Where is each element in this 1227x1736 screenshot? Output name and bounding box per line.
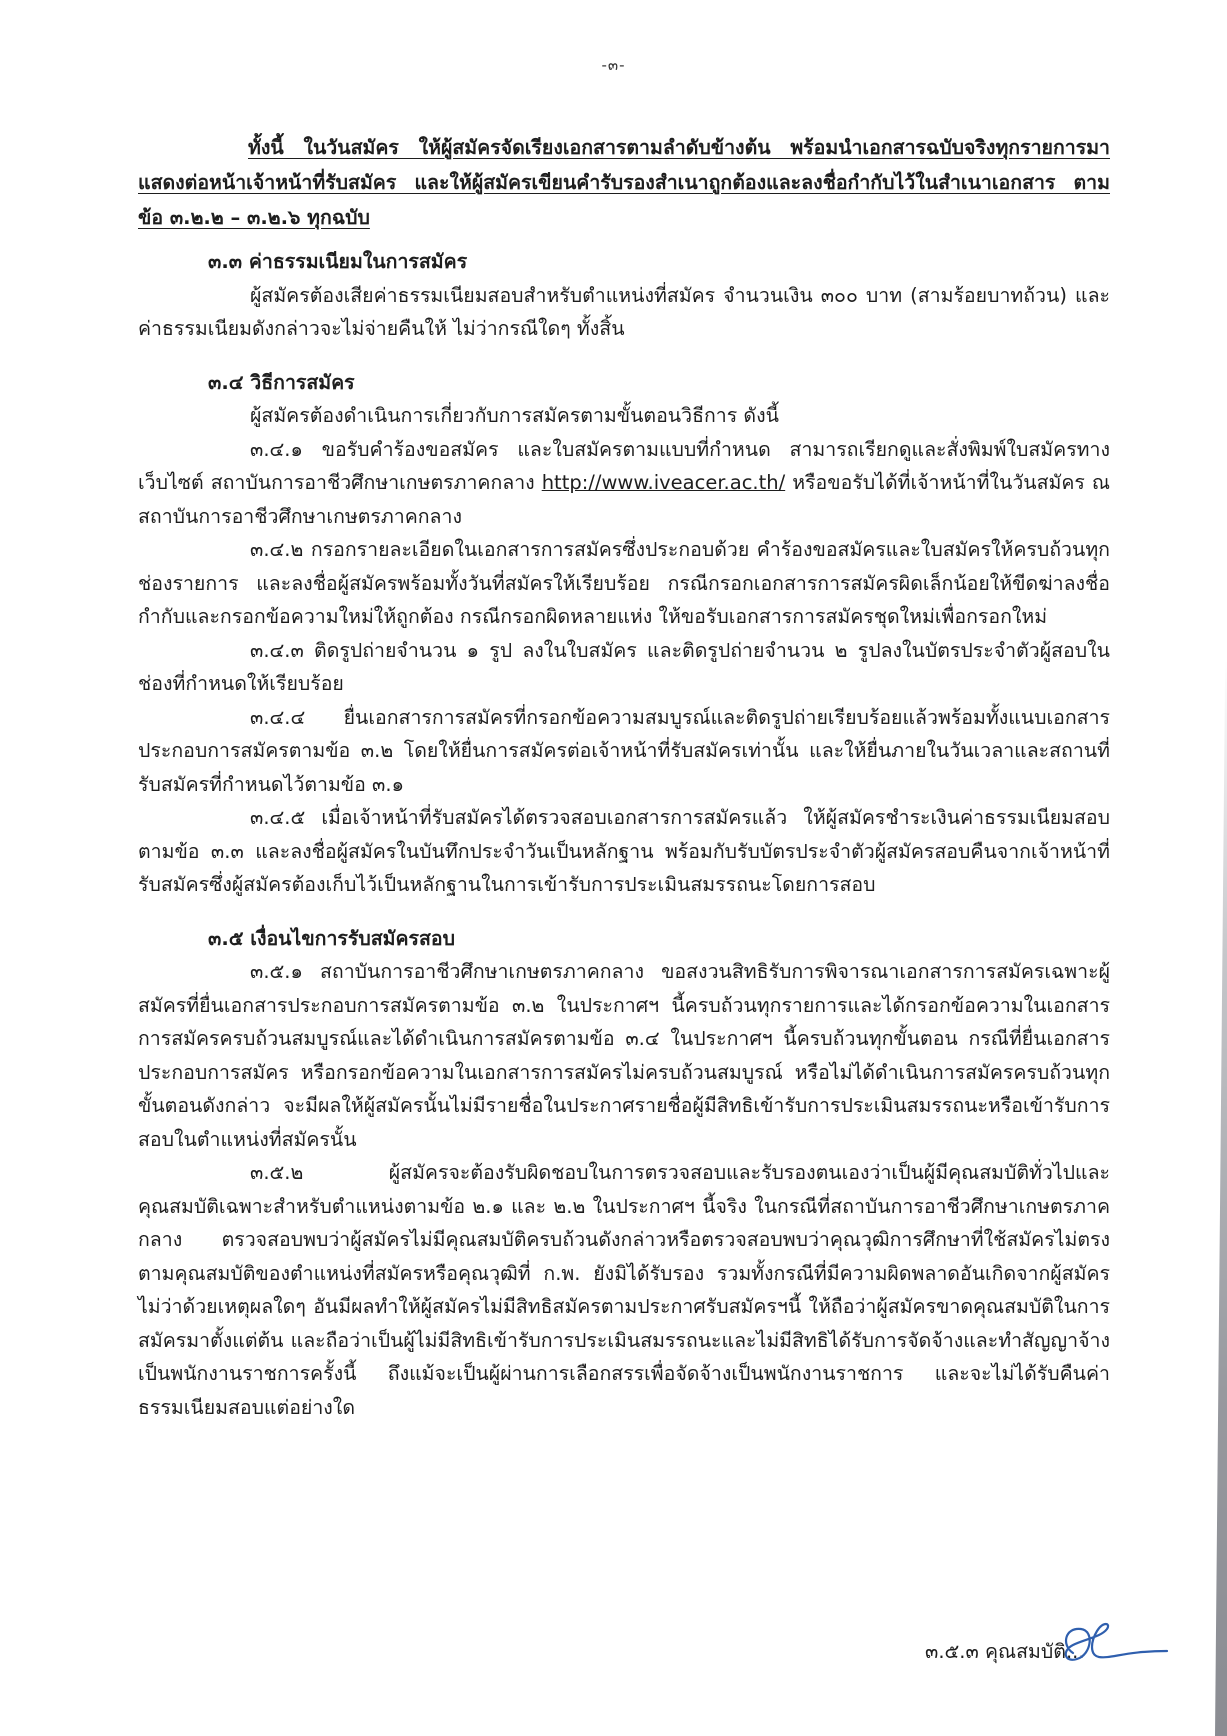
- item-3-4-1-text: ๓.๔.๑ ขอรับคำร้องขอสมัคร และใบสมัครตามแบบที่กำหนด สามารถเรียกดูและสั่งพิมพ์ใบสมัครทางเว็บไซต์ สถาบันการอาชีวศึกษาเกษตรภาคกลาง: [138, 437, 1110, 494]
- section-3-3-body: ผู้สมัครต้องเสียค่าธรรมเนียมสอบสำหรับตำแหน่งที่สมัคร จำนวนเงิน ๓๐๐ บาท (สามร้อยบาทถ้วน) และค่าธรรมเนียมดังกล่าวจะไม่จ่ายคืนให้ ไม่ว่ากรณีใดๆ ทั้งสิ้น: [138, 283, 1110, 340]
- continuation-reference: ๓.๕.๓ คุณสมบัติ...: [925, 1640, 1085, 1663]
- document-body: [138, 130, 1110, 1424]
- section-heading-3-5: ๓.๕ เงื่อนไขการรับสมัครสอบ: [208, 926, 455, 950]
- section-heading-3-4: ๓.๔ วิธีการสมัคร: [208, 370, 355, 394]
- website-link[interactable]: http://www.iveacer.ac.th/: [541, 471, 786, 494]
- item-3-4-1: [138, 433, 1110, 534]
- item-3-4-3: ๓.๔.๓ ติดรูปถ่ายจำนวน ๑ รูป ลงในใบสมัคร และติดรูปถ่ายจำนวน ๒ รูปลงในบัตรประจำตัวผู้สอบในช่องที่กำหนดให้เรียบร้อย: [138, 638, 1110, 695]
- section-heading-3-3: ๓.๓ ค่าธรรมเนียมในการสมัคร: [208, 250, 468, 273]
- intro-paragraph: ทั้งนี้ ในวันสมัคร ให้ผู้สมัครจัดเรียงเอกสารตามลำดับข้างต้น พร้อมนำเอกสารฉบับจริงทุกรายการมาแสดงต่อหน้าเจ้าหน้าที่รับสมัคร และให้ผู้สมัครเขียนคำรับรองสำเนาถูกต้องและลงชื่อกำกับไว้ในสำเนาเอกสาร ตามข้อ ๓.๒.๒ – ๓.๒.๖ ทุกฉบับ: [138, 136, 1110, 229]
- scanned-page-edge-shadow: [1215, 0, 1227, 1736]
- item-3-4-5: ๓.๔.๕ เมื่อเจ้าหน้าที่รับสมัครได้ตรวจสอบเอกสารการสมัครแล้ว ให้ผู้สมัครชำระเงินค่าธรรมเนียมสอบตามข้อ ๓.๓ และลงชื่อผู้สมัครในบันทึกประจำวันเป็นหลักฐาน พร้อมกับรับบัตรประจำตัวผู้สมัครสอบคืนจากเจ้าหน้าที่รับสมัครซึ่งผู้สมัครต้องเก็บไว้เป็นหลักฐานในการเข้ารับการประเมินสมรรถนะโดยการสอบ: [138, 806, 1110, 896]
- item-3-5-1: ๓.๕.๑ สถาบันการอาชีวศึกษาเกษตรภาคกลาง ขอสงวนสิทธิรับการพิจารณาเอกสารการสมัครเฉพาะผู้สมัครที่ยื่นเอกสารประกอบการสมัครตามข้อ ๓.๒ ในประกาศฯ นี้ครบถ้วนทุกรายการและได้กรอกข้อความในเอกสารการสมัครครบถ้วนสมบูรณ์และได้ดำเนินการสมัครตามข้อ ๓.๔ ในประกาศฯ นี้ครบถ้วนทุกขั้นตอน กรณีที่ยื่นเอกสารประกอบการสมัคร หรือกรอกข้อความในเอกสารการสมัครไม่ครบถ้วนสมบูรณ์ หรือไม่ได้ดำเนินการสมัครครบถ้วนทุกขั้นตอนดังกล่าว จะมีผลให้ผู้สมัครนั้นไม่มีรายชื่อในประกาศรายชื่อผู้มีสิทธิเข้ารับการประเมินสมรรถนะหรือเข้ารับการสอบในตำแหน่งที่สมัครนั้น: [138, 960, 1110, 1151]
- handwritten-signature-icon: [1055, 1615, 1175, 1675]
- item-3-4-4: ๓.๔.๔ ยื่นเอกสารการสมัครที่กรอกข้อความสมบูรณ์และติดรูปถ่ายเรียบร้อยแล้วพร้อมทั้งแนบเอกสารประกอบการสมัครตามข้อ ๓.๒ โดยให้ยื่นการสมัครต่อเจ้าหน้าที่รับสมัครเท่านั้น และให้ยื่นภายในวันเวลาและสถานที่รับสมัครที่กำหนดไว้ตามข้อ ๓.๑: [138, 705, 1110, 796]
- item-3-4-2: ๓.๔.๒ กรอกรายละเอียดในเอกสารการสมัครซึ่งประกอบด้วย คำร้องขอสมัครและใบสมัครให้ครบถ้วนทุกช่องรายการ และลงชื่อผู้สมัครพร้อมทั้งวันที่สมัครให้เรียบร้อย กรณีกรอกเอกสารการสมัครผิดเล็กน้อยให้ขีดฆ่าลงชื่อกำกับและกรอกข้อความใหม่ให้ถูกต้อง กรณีกรอกผิดหลายแห่ง ให้ขอรับเอกสารการสมัครชุดใหม่เพื่อกรอกใหม่: [138, 538, 1110, 628]
- page-number: -๓-: [601, 56, 626, 74]
- section-3-4-body: ผู้สมัครต้องดำเนินการเกี่ยวกับการสมัครตามขั้นตอนวิธีการ ดังนี้: [250, 404, 779, 427]
- item-3-5-2: ๓.๕.๒ ผู้สมัครจะต้องรับผิดชอบในการตรวจสอบและรับรองตนเองว่าเป็นผู้มีคุณสมบัติทั่วไปและคุณสมบัติเฉพาะสำหรับตำแหน่งตามข้อ ๒.๑ และ ๒.๒ ในประกาศฯ นี้จริง ในกรณีที่สถาบันการอาชีวศึกษาเกษตรภาคกลาง ตรวจสอบพบว่าผู้สมัครไม่มีคุณสมบัติครบถ้วนดังกล่าวหรือตรวจสอบพบว่าคุณวุฒิการศึกษาที่ใช้สมัครไม่ตรงตามคุณสมบัติของตำแหน่งที่สมัครหรือคุณวุฒิที่ ก.พ. ยังมิได้รับรอง รวมทั้งกรณีที่มีความผิดพลาดอันเกิดจากผู้สมัครไม่ว่าด้วยเหตุผลใดๆ อันมีผลทำให้ผู้สมัครไม่มีสิทธิสมัครตามประกาศรับสมัครฯนี้ ให้ถือว่าผู้สมัครขาดคุณสมบัติในการสมัครมาตั้งแต่ต้น และถือว่าเป็นผู้ไม่มีสิทธิเข้ารับการประเมินสมรรถนะและไม่มีสิทธิได้รับการจัดจ้างและทำสัญญาจ้างเป็นพนักงานราชการครั้งนี้ ถึงแม้จะเป็นผู้ผ่านการเลือกสรรเพื่อจัดจ้างเป็นพนักงานราชการ และจะไม่ได้รับคืนค่าธรรมเนียมสอบแต่อย่างใด: [138, 1161, 1110, 1419]
- spacer: [138, 346, 1110, 360]
- spacer: [138, 902, 1110, 916]
- item-3-4-1-text-end: หรือขอรับได้ที่เจ้าหน้าที่ในวันสมัคร ณ สถาบันการอาชีวศึกษาเกษตรภาคกลาง: [138, 471, 1110, 528]
